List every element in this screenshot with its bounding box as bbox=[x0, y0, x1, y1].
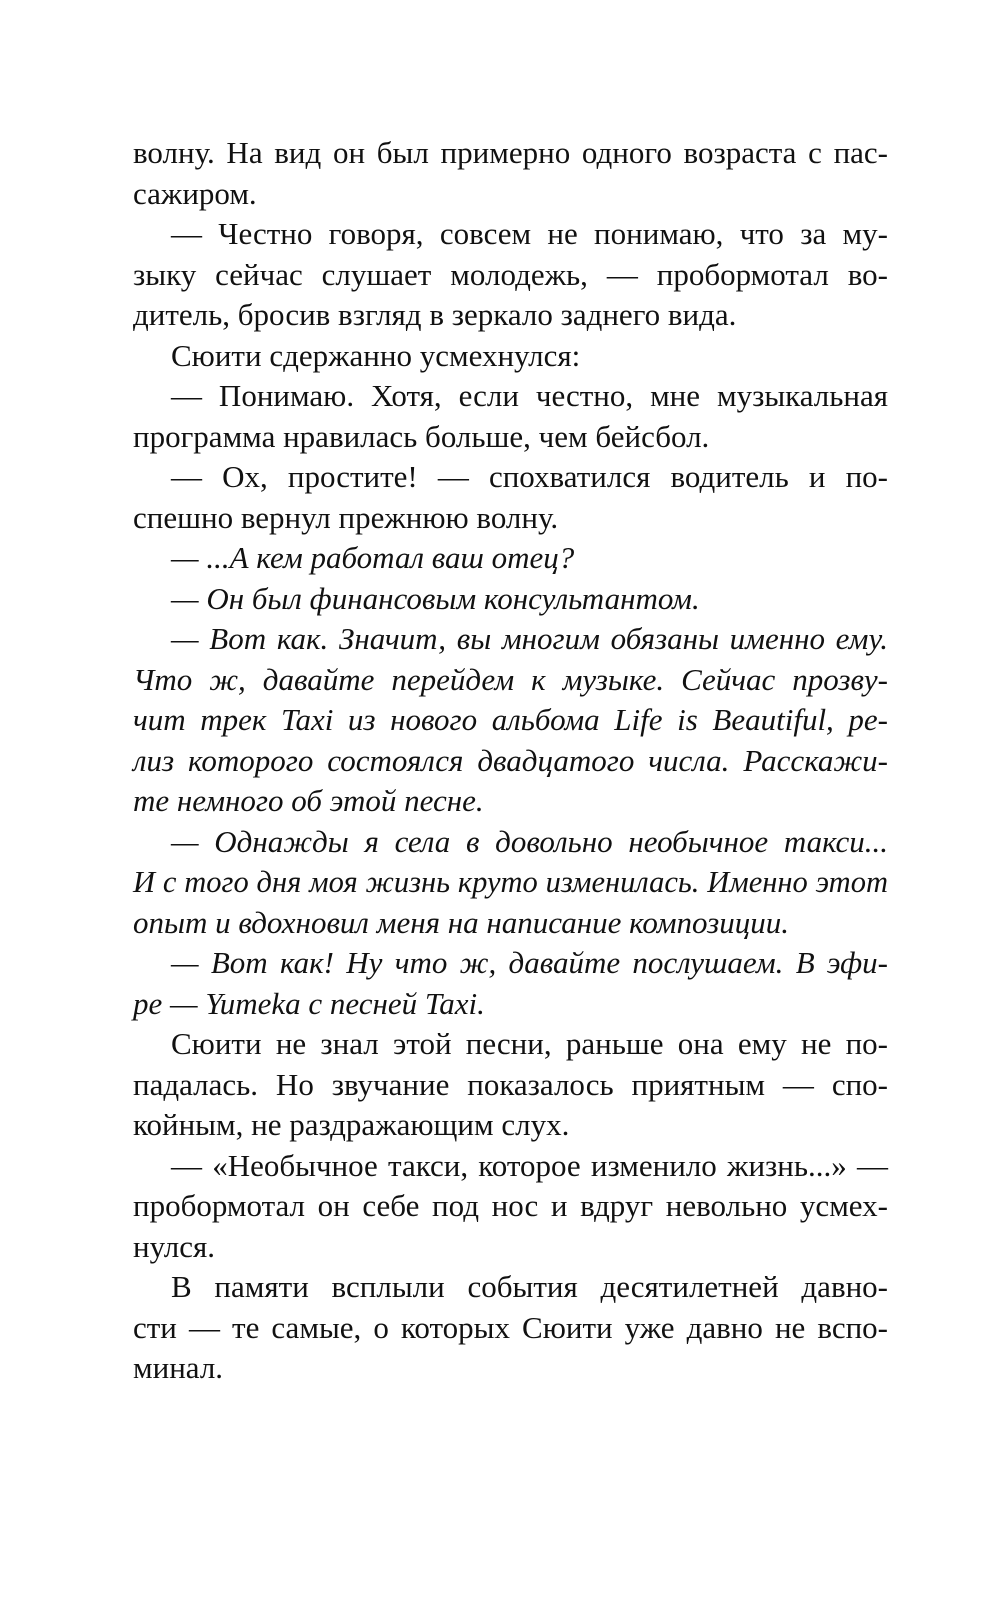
text-line: — Честно говоря, совсем не понимаю, что за му- bbox=[171, 216, 888, 251]
text-line: программа нравилась больше, чем бейсбол. bbox=[133, 418, 710, 454]
text-line: лиз которого состоялся двадцатого числа. Расскажи- bbox=[133, 742, 888, 778]
text-line: — Он был финансовым консультантом. bbox=[171, 580, 700, 616]
text-line: — Понимаю. Хотя, если честно, мне музыкальная bbox=[171, 378, 888, 413]
text-line: Сюити сдержанно усмехнулся: bbox=[171, 337, 581, 373]
text-line: зыку сейчас слушает молодежь, — пробормотал во- bbox=[133, 256, 888, 292]
text-line: ре — Yumeka с песней Taxi. bbox=[133, 985, 485, 1021]
text-line: нулся. bbox=[133, 1228, 215, 1264]
text-line: дитель, бросив взгляд в зеркало заднего вида. bbox=[133, 297, 737, 332]
text-line: И с того дня моя жизнь круто изменилась. Именно этот bbox=[133, 865, 888, 899]
text-line: чит трек Taxi из нового альбома Life is Beautiful, ре- bbox=[133, 702, 888, 737]
text-line: падалась. Но звучание показалось приятным — спо- bbox=[133, 1066, 888, 1102]
book-page-text bbox=[133, 133, 888, 1389]
text-line: — «Необычное такси, которое изменило жизнь...» — bbox=[171, 1147, 888, 1183]
text-line: — ...А кем работал ваш отец? bbox=[171, 540, 575, 575]
text-line: — Вот как. Значит, вы многим обязаны именно ему. bbox=[171, 621, 888, 656]
text-line: — Вот как! Ну что ж, давайте послушаем. В эфи- bbox=[171, 945, 888, 980]
text-line: волну. На вид он был примерно одного возраста с пас- bbox=[133, 135, 888, 170]
text-line: опыт и вдохновил меня на написание композиции. bbox=[133, 904, 789, 940]
text-line: минал. bbox=[133, 1350, 224, 1385]
text-line: сажиром. bbox=[133, 175, 257, 211]
text-line: Сюити не знал этой песни, раньше она ему не по- bbox=[171, 1026, 888, 1061]
text-line: те немного об этой песне. bbox=[133, 783, 484, 818]
text-line: В памяти всплыли события десятилетней давно- bbox=[171, 1269, 888, 1304]
text-line: — Ох, простите! — спохватился водитель и по- bbox=[171, 459, 888, 494]
text-line: спешно вернул прежнюю волну. bbox=[133, 499, 559, 535]
text-line: — Однажды я села в довольно необычное такси... bbox=[171, 823, 888, 859]
text-line: койным, не раздражающим слух. bbox=[133, 1107, 570, 1142]
text-line: Что ж, давайте перейдем к музыке. Сейчас прозву- bbox=[133, 661, 888, 697]
text-line: сти — те самые, о которых Сюити уже давно не вспо- bbox=[133, 1309, 888, 1345]
text-line: пробормотал он себе под нос и вдруг невольно усмех- bbox=[133, 1188, 888, 1223]
